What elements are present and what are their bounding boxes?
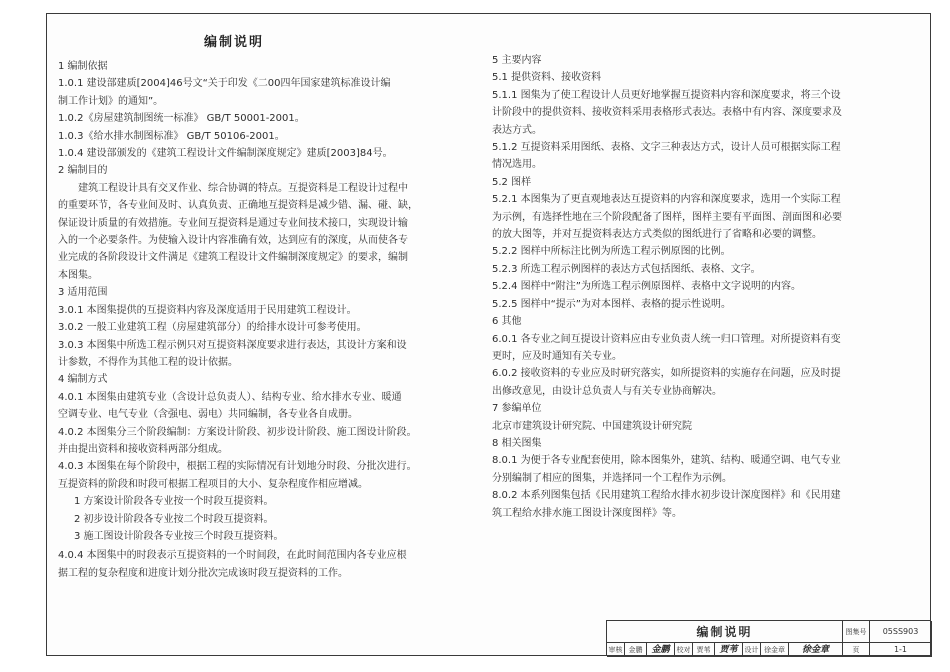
atlas-no: 05SS903 [870, 621, 932, 643]
design-signature: 徐金章 [789, 643, 843, 657]
clause-continued: 筑工程给水排水施工图设计深度图样》等。 [492, 507, 682, 519]
left-column [58, 58, 478, 582]
clause: 3.0.1 本图集提供的互提资料内容及深度适用于民用建筑工程设计。 [58, 304, 357, 316]
review-label: 审核 [607, 643, 625, 657]
clause: 5.2.5 图样中“提示”为对本图样、表格的提示性说明。 [492, 298, 731, 310]
clause: 8.0.1 为便于各专业配套使用，除本图集外，建筑、结构、暖通空调、电气专业 [492, 455, 841, 467]
subsection-heading: 5.2 图样 [492, 176, 532, 188]
paragraph-line: 保证设计质量的有效措施。专业间互提资料是通过专业间技术接口，实现设计输 [58, 217, 408, 229]
clause: 1.0.4 建设部颁发的《建筑工程设计文件编制深度规定》建质[2003]84号。 [58, 148, 393, 160]
section-heading: 5 主要内容 [492, 55, 542, 66]
clause-continued: 分别编制了相应的图集，并选择同一个工程作为示例。 [492, 472, 732, 484]
clause-continued: 为示例，有选择性地在三个阶段配备了图样，图样主要有平面图、剖面图和必要 [492, 211, 842, 223]
clause-continued: 制工作计划》的通知”。 [58, 95, 164, 107]
atlas-no-label: 图集号 [843, 621, 870, 643]
review-signature: 金鹏 [647, 643, 675, 657]
section-heading: 8 相关图集 [492, 437, 542, 449]
check-name: 贾苇 [693, 643, 715, 657]
paragraph-line: 北京市建筑设计研究院、中国建筑设计研究院 [492, 420, 692, 432]
page-number: 1-1 [870, 643, 932, 657]
page-label: 页 [843, 643, 870, 657]
clause-continued: 并由提出资料和接收资料两部分组成。 [58, 443, 228, 455]
section-heading: 6 其他 [492, 316, 522, 328]
list-item: 2 初步设计阶段各专业按二个时段互提资料。 [74, 513, 274, 525]
paragraph-line: 建筑工程设计具有交叉作业、综合协调的特点。互提资料是工程设计过程中 [78, 182, 408, 194]
paragraph-line: 的重要环节，各专业间及时、认真负责、正确地互提资料是减少错、漏、碰、缺， [58, 200, 418, 212]
design-label: 设计 [743, 643, 761, 657]
clause-continued: 互提资料的阶段和时段可根据工程项目的大小、复杂程度作相应增减。 [58, 478, 368, 490]
title-block [606, 620, 931, 656]
section-heading: 2 编制目的 [58, 165, 108, 177]
page-title: 编制说明 [204, 35, 265, 50]
clause: 4.0.2 本图集分三个阶段编制：方案设计阶段、初步设计阶段、施工图设计阶段。 [58, 426, 417, 438]
review-name: 金鹏 [625, 643, 647, 657]
clause-continued: 表达方式。 [492, 124, 542, 136]
clause: 5.2.4 图样中“附注”为所选工程示例原图样、表格中文字说明的内容。 [492, 281, 801, 293]
clause-continued: 情况选用。 [492, 159, 542, 171]
subsection-heading: 5.1 提供资料、接收资料 [492, 72, 602, 84]
clause: 5.2.2 图样中所标注比例为所选工程示例原图的比例。 [492, 246, 731, 258]
clause: 4.0.4 本图集中的时段表示互提资料的一个时间段，在此时间范围内各专业应根 [58, 550, 407, 562]
clause: 1.0.1 建设部建质[2004]46号文“关于印发《二00四年国家建筑标准设计编 [58, 78, 391, 90]
clause: 5.1.1 图集为了使工程设计人员更好地掌握互提资料内容和深度要求，将三个设 [492, 89, 841, 101]
clause: 4.0.1 本图集由建筑专业（含设计总负责人）、结构专业、给水排水专业、暖通 [58, 391, 402, 403]
check-label: 校对 [675, 643, 693, 657]
clause: 5.2.1 本图集为了更直观地表达互提资料的内容和深度要求，选用一个实际工程 [492, 194, 841, 206]
clause: 5.2.3 所选工程示例图样的表达方式包括图纸、表格、文字。 [492, 263, 761, 275]
section-heading: 1 编制依据 [58, 61, 108, 72]
clause-continued: 的放大图等，并对互提资料表达方式类似的图纸进行了省略和必要的调整。 [492, 229, 822, 241]
clause-continued: 计参数，不得作为其他工程的设计依据。 [58, 356, 238, 368]
section-heading: 7 参编单位 [492, 403, 542, 415]
clause-continued: 计阶段中的提供资料、接收资料采用表格形式表达。表格中有内容、深度要求及 [492, 107, 842, 119]
clause: 8.0.2 本系列图集包括《民用建筑工程给水排水初步设计深度图样》和《民用建 [492, 490, 841, 502]
section-heading: 3 适用范围 [58, 287, 108, 299]
clause-continued: 出修改意见，由设计总负责人与有关专业协商解决。 [492, 385, 722, 397]
paragraph-line: 业完成的各阶段设计文件满足《建筑工程设计文件编制深度规定》的要求，编制 [58, 252, 408, 264]
clause: 6.0.1 各专业之间互提设计资料应由专业负责人统一归口管理。对所提资料有变 [492, 333, 841, 345]
clause: 5.1.2 互提资料采用图纸、表格、文字三种表达方式，设计人员可根据实际工程 [492, 142, 841, 154]
list-item: 3 施工图设计阶段各专业按三个时段互提资料。 [74, 530, 284, 542]
list-item: 1 方案设计阶段各专业按一个时段互提资料。 [74, 496, 274, 508]
clause: 6.0.2 接收资料的专业应及时研究落实，如所提资料的实施存在问题，应及时提 [492, 368, 841, 380]
check-signature: 贾苇 [715, 643, 743, 657]
drawing-name: 编制说明 [607, 621, 843, 643]
clause: 1.0.3《给水排水制图标准》 GB/T 50106-2001。 [58, 130, 285, 142]
paragraph-line: 本图集。 [58, 269, 98, 281]
clause: 3.0.2 一般工业建筑工程（房屋建筑部分）的给排水设计可参考使用。 [58, 322, 367, 334]
right-column [492, 52, 917, 522]
paragraph-line: 入的一个必要条件。为使输入设计内容准确有效，达到应有的深度，从而使各专 [58, 235, 408, 247]
clause: 4.0.3 本图集在每个阶段中，根据工程的实际情况有计划地分时段、分批次进行。 [58, 461, 417, 473]
section-heading: 4 编制方式 [58, 374, 108, 386]
design-name: 徐金章 [761, 643, 789, 657]
clause-continued: 空调专业、电气专业（含强电、弱电）共同编制，各专业各自成册。 [58, 409, 358, 421]
clause-continued: 更时，应及时通知有关专业。 [492, 350, 622, 362]
clause: 1.0.2《房屋建筑制图统一标准》 GB/T 50001-2001。 [58, 113, 305, 125]
clause-continued: 据工程的复杂程度和进度计划分批次完成该时段互提资料的工作。 [58, 567, 348, 579]
clause: 3.0.3 本图集中所选工程示例只对互提资料深度要求进行表达，其设计方案和设 [58, 339, 407, 351]
